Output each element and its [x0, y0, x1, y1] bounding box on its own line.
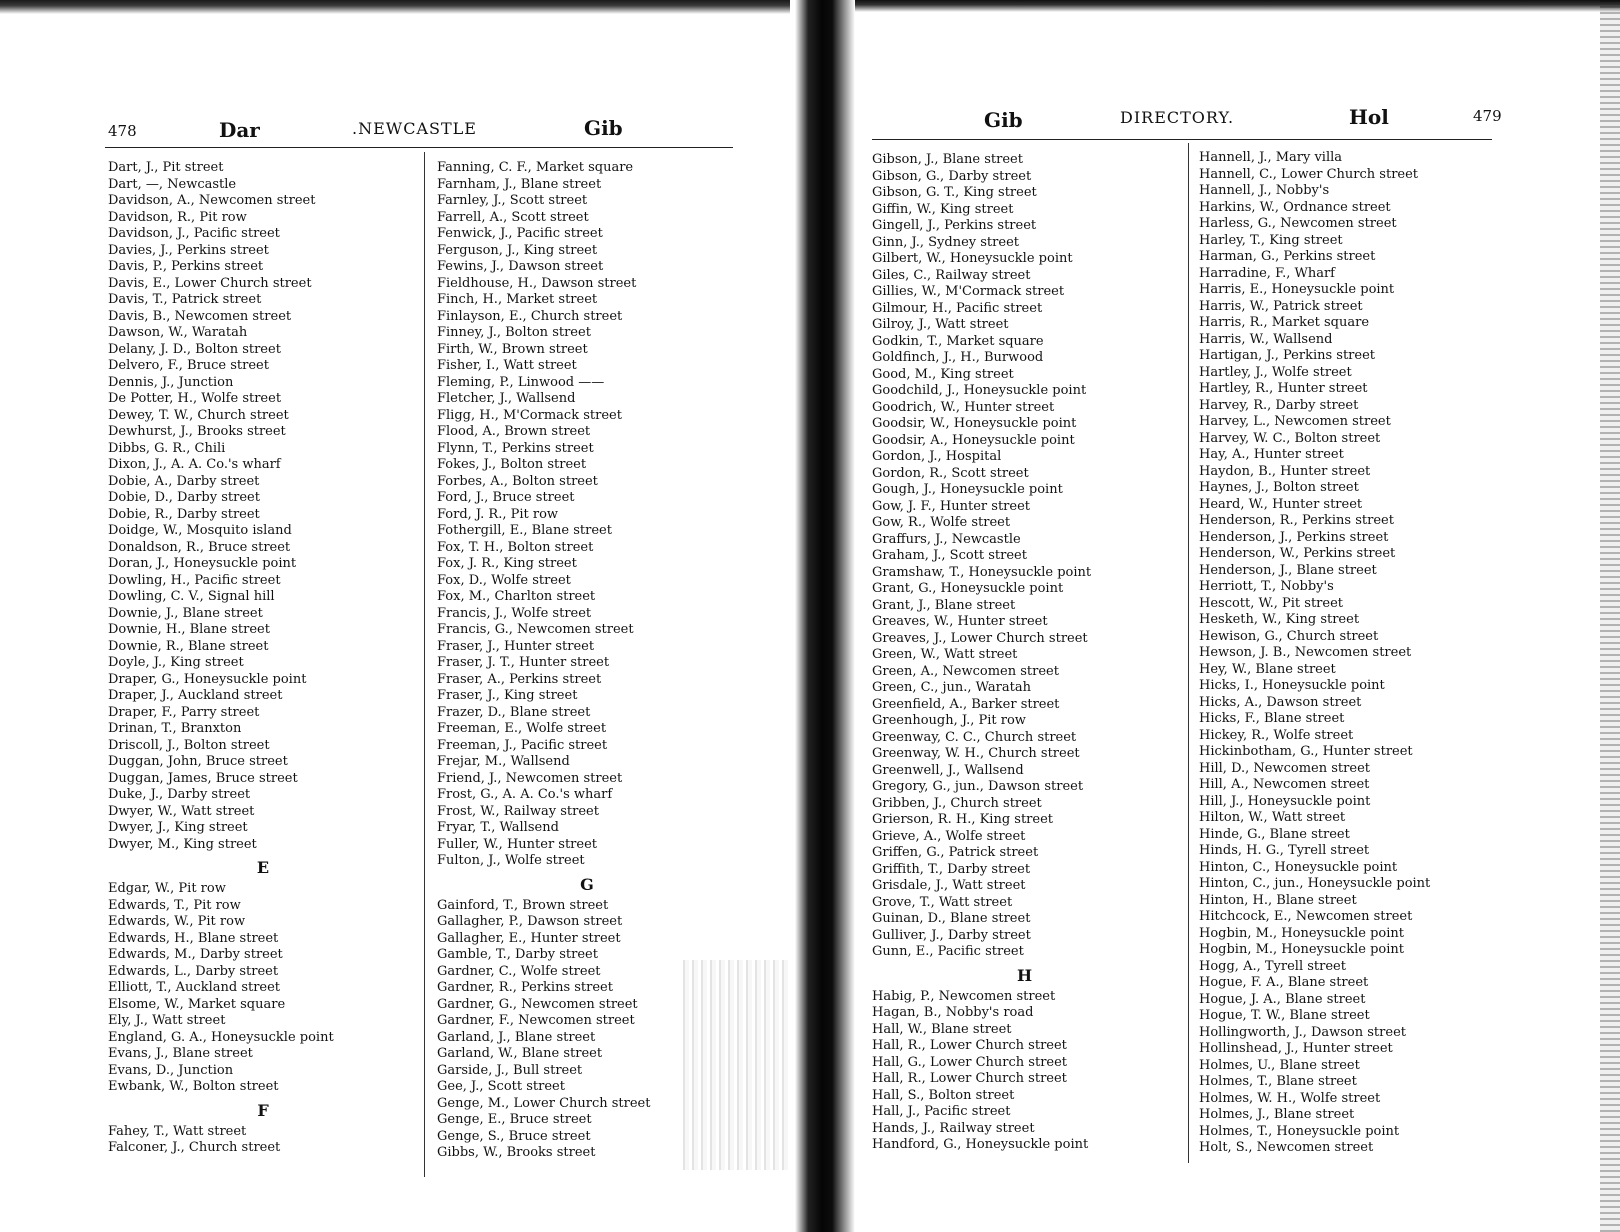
directory-entry: Driscoll, J., Bolton street: [108, 737, 270, 753]
directory-entry: Gee, J., Scott street: [437, 1079, 565, 1094]
directory-entry: Hollingworth, J., Dawson street: [1199, 1024, 1406, 1040]
directory-entry: Doidge, W., Mosquito island: [108, 523, 292, 538]
directory-entry: Grant, G., Honeysuckle point: [872, 581, 1064, 596]
directory-entry: Evans, J., Blane street: [108, 1046, 253, 1061]
directory-entry: Holmes, T., Honeysuckle point: [1199, 1123, 1400, 1139]
directory-entry: Gibbs, W., Brooks street: [437, 1145, 596, 1160]
running-title: DIRECTORY.: [1120, 108, 1235, 127]
directory-entry: Evans, D., Junction: [108, 1062, 234, 1078]
directory-entry: Dowling, C. V., Signal hill: [108, 589, 275, 604]
directory-entry: Gow, R., Wolfe street: [872, 515, 1011, 530]
directory-entry: Green, C., jun., Waratah: [872, 680, 1031, 695]
directory-entry: Flood, A., Brown street: [437, 424, 591, 439]
directory-entry: Hartley, J., Wolfe street: [1199, 364, 1352, 380]
directory-entry: Gramshaw, T., Honeysuckle point: [872, 564, 1092, 580]
directory-entry: England, G. A., Honeysuckle point: [108, 1029, 334, 1045]
directory-entry: Fieldhouse, H., Dawson street: [437, 275, 637, 291]
scan-edge-shadow: [0, 0, 790, 14]
directory-entry: Gregory, G., jun., Dawson street: [872, 779, 1084, 794]
directory-entry: Elliott, T., Auckland street: [108, 980, 281, 995]
directory-entry: Fraser, A., Perkins street: [437, 671, 602, 687]
directory-entry: Edwards, M., Darby street: [108, 947, 283, 962]
directory-entry: Gordon, J., Hospital: [872, 449, 1002, 464]
directory-entry: Fahey, T., Watt street: [108, 1123, 247, 1139]
directory-entry: Fisher, I., Watt street: [437, 358, 577, 373]
directory-entry: Greenway, C. C., Church street: [872, 729, 1077, 745]
directory-entry: Habig, P., Newcomen street: [872, 988, 1056, 1004]
directory-entry: Harris, W., Patrick street: [1199, 298, 1363, 314]
directory-entry: Ferguson, J., King street: [437, 242, 598, 258]
directory-entry: Graham, J., Scott street: [872, 548, 1027, 563]
directory-entry: Freeman, E., Wolfe street: [437, 721, 607, 736]
directory-entry: Hall, S., Bolton street: [872, 1087, 1015, 1103]
directory-entry: Gardner, C., Wolfe street: [437, 963, 601, 979]
directory-entry: Goldfinch, J., H., Burwood: [872, 350, 1044, 365]
directory-entry: Gordon, R., Scott street: [872, 465, 1029, 481]
directory-entry: Harvey, L., Newcomen street: [1199, 414, 1391, 429]
directory-entry: Dart, J., Pit street: [108, 160, 224, 175]
directory-entry: Hill, A., Newcomen street: [1199, 777, 1370, 792]
directory-entry: Genge, E., Bruce street: [437, 1112, 592, 1127]
directory-entry: Ely, J., Watt street: [108, 1013, 226, 1028]
directory-entry: Dobie, R., Darby street: [108, 506, 260, 522]
directory-column: [108, 160, 418, 1157]
directory-entry: Hartigan, J., Perkins street: [1199, 348, 1375, 363]
directory-entry: Dowling, H., Pacific street: [108, 572, 281, 588]
directory-entry: Gilroy, J., Watt street: [872, 317, 1009, 332]
section-letter: H: [1016, 965, 1033, 985]
directory-entry: Hannell, J., Mary villa: [1199, 150, 1343, 165]
directory-entry: Davis, P., Perkins street: [108, 259, 264, 274]
directory-entry: Hicks, A., Dawson street: [1199, 694, 1362, 710]
directory-entry: Hall, G., Lower Church street: [872, 1054, 1068, 1070]
directory-entry: Ford, J. R., Pit row: [437, 506, 559, 522]
directory-entry: Genge, M., Lower Church street: [437, 1095, 651, 1111]
scan-edge-shadow: [1600, 0, 1620, 1232]
directory-entry: Goodsir, W., Honeysuckle point: [872, 416, 1077, 431]
directory-entry: Hogue, J. A., Blane street: [1199, 991, 1366, 1007]
directory-entry: Hinton, C., Honeysuckle point: [1199, 859, 1398, 875]
directory-entry: Grierson, R. H., King street: [872, 812, 1054, 827]
directory-entry: Gibson, J., Blane street: [872, 152, 1023, 167]
directory-entry: Falconer, J., Church street: [108, 1140, 281, 1155]
guide-word-right: Hol: [1349, 105, 1389, 129]
directory-entry: Holmes, W. H., Wolfe street: [1199, 1090, 1381, 1106]
directory-entry: Hicks, I., Honeysuckle point: [1199, 678, 1385, 693]
directory-entry: Forbes, A., Bolton street: [437, 473, 598, 489]
directory-entry: Goodchild, J., Honeysuckle point: [872, 383, 1087, 398]
directory-entry: Griffen, G., Patrick street: [872, 845, 1039, 860]
directory-entry: Fligg, H., M'Cormack street: [437, 407, 622, 423]
directory-entry: Hill, D., Newcomen street: [1199, 760, 1370, 776]
directory-entry: Guinan, D., Blane street: [872, 911, 1031, 926]
directory-entry: Fox, J. R., King street: [437, 556, 577, 571]
directory-entry: Griffith, T., Darby street: [872, 861, 1031, 877]
directory-entry: Fothergill, E., Blane street: [437, 523, 612, 538]
directory-entry: Delany, J. D., Bolton street: [108, 341, 281, 357]
directory-entry: Hall, R., Lower Church street: [872, 1038, 1067, 1053]
directory-entry: Garland, W., Blane street: [437, 1046, 603, 1061]
directory-entry: Harvey, W. C., Bolton street: [1199, 430, 1381, 446]
directory-entry: De Potter, H., Wolfe street: [108, 391, 282, 406]
directory-column: [872, 152, 1177, 1154]
directory-entry: Hinton, C., jun., Honeysuckle point: [1199, 876, 1431, 891]
directory-entry: Harless, G., Newcomen street: [1199, 216, 1397, 231]
directory-entry: Doran, J., Honeysuckle point: [108, 556, 297, 571]
directory-column: [1199, 150, 1499, 1157]
directory-entry: Davidson, J., Pacific street: [108, 226, 280, 241]
directory-entry: Harradine, F., Wharf: [1199, 265, 1335, 281]
directory-entry: Edgar, W., Pit row: [108, 881, 226, 896]
guide-word-left: Gib: [984, 108, 1023, 132]
directory-entry: Grant, J., Blane street: [872, 597, 1016, 613]
directory-entry: Firth, W., Brown street: [437, 341, 588, 357]
directory-entry: Hicks, F., Blane street: [1199, 711, 1345, 726]
directory-entry: Giles, C., Railway street: [872, 267, 1031, 283]
directory-entry: Hill, J., Honeysuckle point: [1199, 793, 1371, 809]
directory-entry: Duggan, John, Bruce street: [108, 754, 288, 769]
directory-entry: Harkins, W., Ordnance street: [1199, 199, 1391, 215]
directory-entry: Garside, J., Bull street: [437, 1062, 583, 1078]
directory-entry: Fanning, C. F., Market square: [437, 160, 634, 175]
directory-entry: Hannell, C., Lower Church street: [1199, 166, 1419, 182]
directory-entry: Edwards, L., Darby street: [108, 963, 279, 979]
directory-entry: Grove, T., Watt street: [872, 894, 1013, 910]
directory-entry: Greenfield, A., Barker street: [872, 696, 1060, 712]
directory-entry: Edwards, T., Pit row: [108, 897, 241, 913]
directory-entry: Doyle, J., King street: [108, 655, 244, 670]
header-rule: [872, 139, 1492, 140]
directory-entry: Dwyer, M., King street: [108, 836, 257, 852]
section-letter: G: [580, 874, 594, 894]
directory-entry: Fleming, P., Linwood ——: [437, 374, 605, 390]
directory-entry: Genge, S., Bruce street: [437, 1128, 591, 1144]
directory-entry: Fox, M., Charlton street: [437, 589, 596, 604]
directory-entry: Holt, S., Newcomen street: [1199, 1140, 1374, 1155]
directory-entry: Green, A., Newcomen street: [872, 663, 1059, 679]
directory-entry: Green, W., Watt street: [872, 647, 1018, 662]
directory-entry: Greaves, W., Hunter street: [872, 614, 1048, 629]
directory-entry: Gallagher, E., Hunter street: [437, 930, 621, 946]
directory-entry: Duggan, James, Bruce street: [108, 770, 298, 786]
directory-entry: Finlayson, E., Church street: [437, 308, 623, 324]
directory-entry: Hewson, J. B., Newcomen street: [1199, 645, 1412, 660]
guide-word-right: Gib: [584, 116, 623, 140]
directory-entry: Garland, J., Blane street: [437, 1029, 596, 1045]
directory-entry: Edwards, W., Pit row: [108, 914, 246, 929]
directory-entry: Davidson, R., Pit row: [108, 209, 247, 225]
directory-entry: Fraser, J., Hunter street: [437, 638, 595, 654]
directory-entry: Greenwell, J., Wallsend: [872, 762, 1024, 778]
directory-entry: Harris, R., Market square: [1199, 315, 1370, 330]
book-gutter: [795, 0, 855, 1232]
directory-entry: Harvey, R., Darby street: [1199, 397, 1359, 413]
directory-entry: Gibson, G. T., King street: [872, 185, 1037, 200]
directory-entry: Hall, W., Blane street: [872, 1021, 1012, 1037]
directory-entry: Davies, J., Perkins street: [108, 242, 269, 258]
directory-entry: Farnley, J., Scott street: [437, 193, 588, 208]
directory-column: [437, 160, 737, 1162]
directory-entry: Hartley, R., Hunter street: [1199, 381, 1368, 396]
directory-entry: Davis, E., Lower Church street: [108, 275, 312, 291]
directory-entry: Flynn, T., Perkins street: [437, 440, 594, 456]
directory-entry: Dewhurst, J., Brooks street: [108, 424, 286, 439]
page-number: 479: [1473, 107, 1502, 125]
directory-entry: Gillies, W., M'Cormack street: [872, 284, 1065, 299]
directory-entry: Fletcher, J., Wallsend: [437, 391, 576, 406]
directory-entry: Gibson, G., Darby street: [872, 168, 1032, 184]
directory-entry: Downie, R., Blane street: [108, 638, 269, 654]
directory-entry: Gallagher, P., Dawson street: [437, 914, 623, 929]
directory-entry: Freeman, J., Pacific street: [437, 737, 608, 753]
directory-entry: Duke, J., Darby street: [108, 787, 251, 802]
directory-entry: Ford, J., Bruce street: [437, 490, 575, 505]
directory-entry: Dixon, J., A. A. Co.'s wharf: [108, 457, 281, 472]
section-letter: E: [256, 858, 270, 877]
directory-entry: Delvero, F., Bruce street: [108, 358, 269, 373]
directory-entry: Dewey, T. W., Church street: [108, 407, 289, 423]
directory-entry: Hannell, J., Nobby's: [1199, 183, 1330, 198]
column-rule: [424, 152, 425, 1177]
directory-entry: Frazer, D., Blane street: [437, 704, 591, 720]
directory-entry: Grieve, A., Wolfe street: [872, 828, 1026, 844]
directory-entry: Edwards, H., Blane street: [108, 930, 279, 946]
directory-entry: Hall, J., Pacific street: [872, 1104, 1011, 1119]
directory-entry: Dwyer, W., Watt street: [108, 803, 255, 819]
directory-entry: Herriott, T., Nobby's: [1199, 579, 1334, 594]
directory-entry: Davis, T., Patrick street: [108, 292, 262, 307]
directory-entry: Harley, T., King street: [1199, 232, 1343, 248]
directory-entry: Gardner, G., Newcomen street: [437, 996, 638, 1012]
section-letter: F: [257, 1100, 269, 1120]
directory-entry: Frost, G., A. A. Co.'s wharf: [437, 787, 613, 802]
directory-entry: Gunn, E., Pacific street: [872, 944, 1024, 959]
directory-entry: Downie, H., Blane street: [108, 622, 270, 637]
directory-entry: Greenhough, J., Pit row: [872, 713, 1026, 728]
directory-entry: Donaldson, R., Bruce street: [108, 539, 291, 555]
directory-entry: Dennis, J., Junction: [108, 374, 234, 390]
directory-entry: Davis, B., Newcomen street: [108, 308, 292, 324]
directory-entry: Hesketh, W., King street: [1199, 612, 1360, 627]
directory-entry: Finney, J., Bolton street: [437, 325, 591, 340]
directory-entry: Hollinshead, J., Hunter street: [1199, 1041, 1393, 1056]
directory-entry: Frejar, M., Wallsend: [437, 754, 570, 769]
directory-entry: Hey, W., Blane street: [1199, 661, 1336, 677]
directory-entry: Greenway, W. H., Church street: [872, 746, 1080, 761]
directory-entry: Hinde, G., Blane street: [1199, 826, 1350, 842]
directory-entry: Finch, H., Market street: [437, 292, 598, 307]
directory-entry: Gardner, R., Perkins street: [437, 980, 613, 995]
directory-entry: Hogbin, M., Honeysuckle point: [1199, 925, 1404, 941]
directory-entry: Gribben, J., Church street: [872, 795, 1042, 811]
directory-entry: Farrell, A., Scott street: [437, 209, 589, 225]
directory-entry: Frost, W., Railway street: [437, 803, 599, 819]
directory-entry: Goodrich, W., Hunter street: [872, 399, 1055, 415]
directory-entry: Hogue, T. W., Blane street: [1199, 1008, 1370, 1023]
directory-entry: Hinds, H. G., Tyrell street: [1199, 843, 1370, 858]
directory-entry: Gardner, F., Newcomen street: [437, 1013, 635, 1028]
directory-entry: Fewins, J., Dawson street: [437, 259, 604, 274]
page-number: 478: [108, 122, 137, 140]
directory-entry: Elsome, W., Market square: [108, 996, 286, 1012]
directory-entry: Fenwick, J., Pacific street: [437, 226, 603, 241]
directory-entry: Henderson, W., Perkins street: [1199, 546, 1396, 561]
directory-entry: Fox, D., Wolfe street: [437, 572, 571, 588]
directory-entry: Gamble, T., Darby street: [437, 947, 598, 962]
directory-entry: Draper, J., Auckland street: [108, 688, 283, 703]
directory-entry: Dibbs, G. R., Chili: [108, 440, 226, 456]
directory-entry: Haynes, J., Bolton street: [1199, 480, 1359, 495]
directory-entry: Gingell, J., Perkins street: [872, 218, 1037, 233]
directory-entry: Fuller, W., Hunter street: [437, 836, 598, 852]
directory-entry: Hogg, A., Tyrell street: [1199, 958, 1346, 974]
directory-entry: Davidson, A., Newcomen street: [108, 193, 316, 208]
directory-entry: Friend, J., Newcomen street: [437, 770, 623, 786]
directory-entry: Harman, G., Perkins street: [1199, 249, 1376, 264]
directory-entry: Hogue, F. A., Blane street: [1199, 975, 1369, 990]
directory-entry: Francis, J., Wolfe street: [437, 605, 592, 621]
directory-entry: Henderson, J., Perkins street: [1199, 529, 1389, 545]
directory-entry: Dobie, D., Darby street: [108, 490, 260, 505]
directory-entry: Dobie, A., Darby street: [108, 473, 260, 489]
directory-entry: Draper, F., Parry street: [108, 704, 260, 720]
directory-entry: Dwyer, J., King street: [108, 820, 248, 835]
scan-edge-shadow: [855, 0, 1620, 12]
directory-entry: Gilmour, H., Pacific street: [872, 300, 1043, 316]
directory-entry: Hickinbotham, G., Hunter street: [1199, 744, 1413, 759]
directory-entry: Gough, J., Honeysuckle point: [872, 482, 1063, 497]
directory-entry: Henderson, R., Perkins street: [1199, 513, 1394, 528]
directory-entry: Fox, T. H., Bolton street: [437, 539, 594, 555]
directory-entry: Greaves, J., Lower Church street: [872, 630, 1088, 646]
directory-entry: Hands, J., Railway street: [872, 1120, 1035, 1136]
directory-entry: Giffin, W., King street: [872, 201, 1014, 217]
directory-entry: Hickey, R., Wolfe street: [1199, 727, 1354, 743]
directory-entry: Dart, —, Newcastle: [108, 176, 237, 192]
directory-entry: Gulliver, J., Darby street: [872, 927, 1031, 943]
directory-entry: Farnham, J., Blane street: [437, 176, 602, 192]
directory-entry: Drinan, T., Branxton: [108, 721, 242, 736]
directory-entry: Hall, R., Lower Church street: [872, 1071, 1067, 1086]
directory-entry: Holmes, J., Blane street: [1199, 1107, 1355, 1122]
directory-entry: Hescott, W., Pit street: [1199, 595, 1343, 611]
directory-entry: Hewison, G., Church street: [1199, 628, 1379, 644]
directory-entry: Good, M., King street: [872, 366, 1014, 382]
directory-entry: Holmes, U., Blane street: [1199, 1057, 1360, 1073]
directory-entry: Henderson, J., Blane street: [1199, 562, 1377, 578]
directory-entry: Handford, G., Honeysuckle point: [872, 1137, 1089, 1152]
directory-entry: Godkin, T., Market square: [872, 333, 1044, 349]
directory-entry: Hogbin, M., Honeysuckle point: [1199, 942, 1404, 957]
directory-entry: Fraser, J. T., Hunter street: [437, 655, 610, 670]
directory-entry: Hagan, B., Nobby's road: [872, 1005, 1034, 1020]
directory-entry: Hitchcock, E., Newcomen street: [1199, 909, 1413, 924]
directory-entry: Harris, W., Wallsend: [1199, 331, 1333, 347]
directory-entry: Heard, W., Hunter street: [1199, 496, 1363, 512]
directory-entry: Gainford, T., Brown street: [437, 897, 609, 913]
directory-entry: Fryar, T., Wallsend: [437, 820, 559, 835]
directory-entry: Downie, J., Blane street: [108, 605, 263, 621]
directory-entry: Hilton, W., Watt street: [1199, 810, 1346, 825]
directory-entry: Harris, E., Honeysuckle point: [1199, 282, 1395, 297]
directory-entry: Fraser, J., King street: [437, 688, 578, 703]
directory-entry: Gilbert, W., Honeysuckle point: [872, 251, 1073, 266]
directory-entry: Fokes, J., Bolton street: [437, 457, 587, 472]
directory-entry: Hinton, H., Blane street: [1199, 892, 1357, 908]
directory-entry: Graffurs, J., Newcastle: [872, 531, 1021, 547]
directory-entry: Hay, A., Hunter street: [1199, 447, 1344, 462]
directory-entry: Grisdale, J., Watt street: [872, 878, 1026, 893]
header-rule: [105, 147, 733, 148]
directory-entry: Ewbank, W., Bolton street: [108, 1079, 279, 1094]
directory-entry: Fulton, J., Wolfe street: [437, 853, 585, 868]
directory-entry: Ginn, J., Sydney street: [872, 234, 1019, 250]
guide-word-left: Dar: [219, 118, 260, 142]
directory-entry: Francis, G., Newcomen street: [437, 622, 634, 637]
directory-entry: Holmes, T., Blane street: [1199, 1074, 1357, 1089]
running-title: .NEWCASTLE: [352, 119, 477, 138]
directory-entry: Dawson, W., Waratah: [108, 325, 248, 340]
directory-entry: Gow, J. F., Hunter street: [872, 498, 1030, 514]
column-rule: [1188, 143, 1189, 1163]
directory-entry: Goodsir, A., Honeysuckle point: [872, 432, 1075, 448]
directory-entry: Haydon, B., Hunter street: [1199, 463, 1371, 479]
directory-entry: Draper, G., Honeysuckle point: [108, 671, 307, 687]
